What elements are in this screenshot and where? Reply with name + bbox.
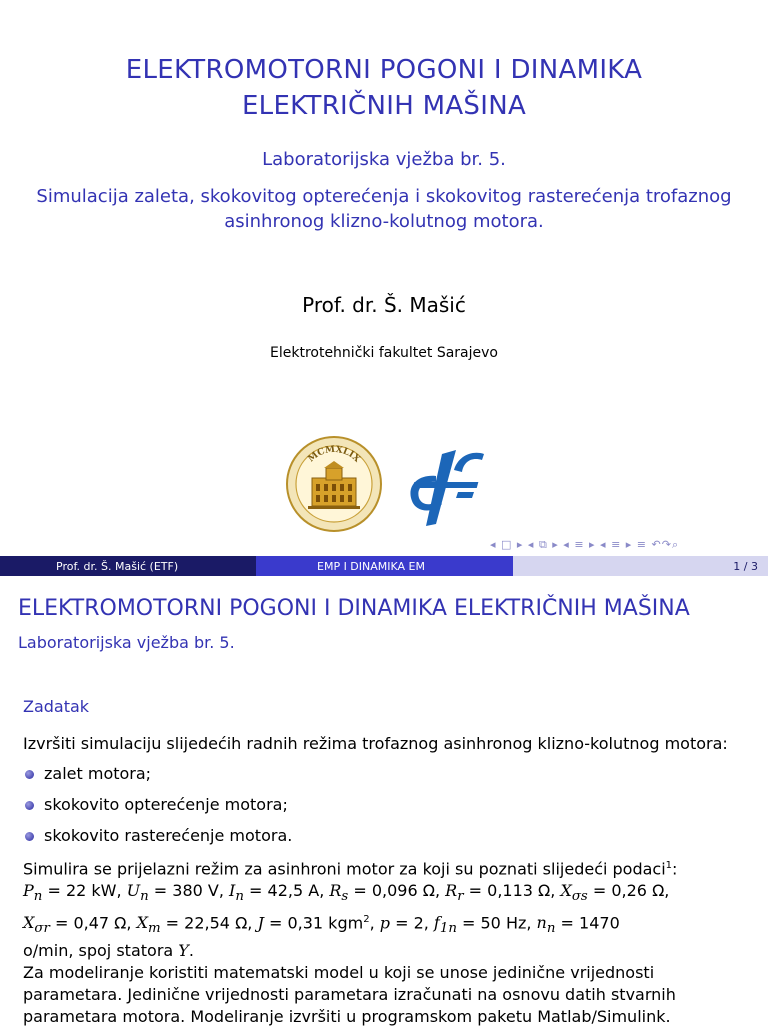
frame-title: ELEKTROMOTORNI POGONI I DINAMIKA ELEKTRIČNIH MAŠINA — [18, 596, 690, 621]
intro-text: Izvršiti simulaciju slijedećih radnih režima trofaznog asinhronog klizno-kolutnog motora: — [23, 734, 728, 753]
description-line1: Simulacija zaleta, skokovitog opterećenja i skokovitog rasterećenja trofaznog — [36, 186, 732, 207]
modeling-paragraph: Za modeliranje koristiti matematski model u koji se unose jedinične vrijednosti parametara. Jedinične vrijednosti parametara izračunati na osnovu datih stvarnih parametara motora. Modeliranje izvršiti u programskom paketu Matlab/Simulink. — [23, 963, 676, 1026]
frame-subtitle: Laboratorijska vježba br. 5. — [18, 633, 235, 652]
author: Prof. dr. Š. Mašić — [302, 293, 466, 317]
beamer-navigation-symbols[interactable]: ◂ □ ▸ ◂ ⧉ ▸ ◂ ≡ ▸ ◂ ≡ ▸ ≡ ↶↷⌕ — [490, 538, 680, 551]
institute: Elektrotehnički fakultet Sarajevo — [270, 345, 498, 361]
slide-title-line1: ELEKTROMOTORNI POGONI I DINAMIKA — [125, 55, 643, 85]
list-item: skokovito rasterećenje motora. — [44, 826, 292, 845]
description-line2: asinhronog klizno-kolutnog motora. — [224, 211, 544, 232]
footer — [0, 556, 768, 576]
footer-page-number: 1 / 3 — [513, 556, 768, 576]
footer-course: EMP I DINAMIKA EM — [256, 556, 513, 576]
bullet-icon — [25, 770, 34, 779]
slide-subtitle: Laboratorijska vježba br. 5. — [262, 149, 506, 170]
bullet-icon — [25, 832, 34, 841]
list-item: zalet motora; — [44, 764, 151, 783]
list-item: skokovito opterećenje motora; — [44, 795, 288, 814]
svg-text:MCMXLIX: MCMXLIX — [306, 444, 362, 465]
block-title: Zadatak — [23, 697, 90, 716]
content-slide — [0, 576, 768, 1024]
parameters-paragraph: Simulira se prijelazni režim za asinhroni motor za koji su poznati slijedeći podaci$^1$: $P_n = 22$ kW, $U_n = 380$ V, $I_n = 42,5$ A, $R_s = 0,096$ Ω, $R_r = 0,113$ Ω, $X_{\sigma s} = 0,26$ Ω, $X_{\sigma r} = 0,47$ Ω, $X_m = 22,54$ Ω, J = 0,31 kgm$^2$, p = 2, $f_{1n} = 50$ Hz, $n_n = 1470$ o/min, spoj statora Y. — [23, 859, 678, 961]
footer-author: Prof. dr. Š. Mašić (ETF) — [0, 556, 256, 576]
slide-title-line2: ELEKTRIČNIH MAŠINA — [241, 91, 527, 121]
etf-logo — [402, 446, 490, 528]
bullet-icon — [25, 801, 34, 810]
